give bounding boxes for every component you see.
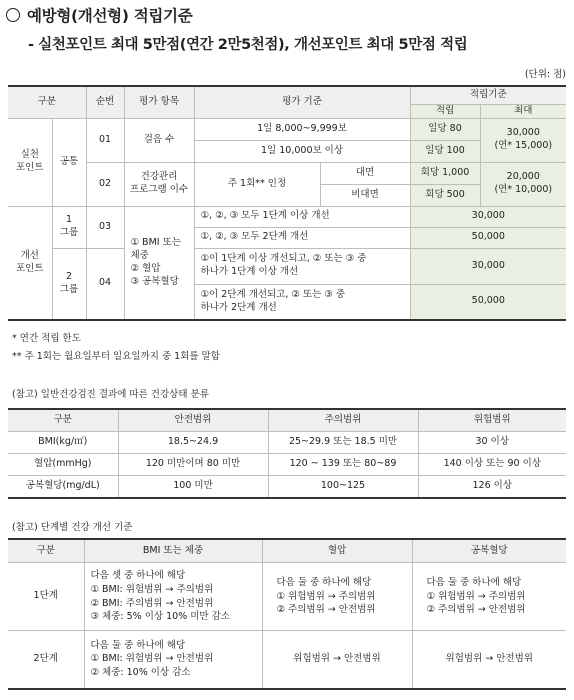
row01-criteria-2: 1일 10,000보 이상 (194, 140, 410, 162)
t2-cell: 100~125 (268, 476, 418, 499)
accrual-criteria-table (8, 85, 566, 321)
row03-number: 03 (86, 206, 124, 248)
group1-label: 1 그룹 (52, 206, 86, 248)
row01-item: 걸음 수 (124, 118, 194, 162)
table-row (8, 454, 566, 476)
practice-label-text: 실천 포인트 (15, 149, 44, 173)
t2-header-risk: 위험범위 (418, 409, 566, 432)
row01-max: 30,000 (연* 15,000) (480, 118, 566, 162)
t2-header-category: 구분 (8, 409, 118, 432)
t2-cell: 120 미만이며 80 미만 (118, 454, 268, 476)
step1-bmi-line: ① BMI: 위험범위 → 주의범위 (90, 583, 214, 595)
row02-accrual-1: 회당 1,000 (410, 162, 480, 184)
header-category: 구분 (8, 86, 86, 118)
improve-items: ① BMI 또는 체중 ② 혈압 ③ 공복혈당 (124, 206, 194, 320)
unit-note: (단위: 점) (524, 69, 566, 80)
t2-header-safe: 안전범위 (118, 409, 268, 432)
header-max: 최대 (480, 104, 566, 118)
step1-bp-line: ① 위험범위 → 주의범위 (276, 590, 376, 602)
document-subtitle: - 실천포인트 최대 5만점(연간 2만5천점), 개선포인트 최대 5만점 적립 (28, 37, 468, 53)
improve-value-1: 30,000 (410, 206, 566, 227)
t2-cell: 30 이상 (418, 432, 566, 454)
step1-bmi-line: 다음 셋 중 하나에 해당 (90, 569, 186, 581)
document-title (6, 4, 192, 26)
t2-cell: 25~29.9 또는 18.5 미만 (268, 432, 418, 454)
row02-item: 건강관리 프로그램 이수 (124, 162, 194, 206)
step1-glucose-line: ① 위험범위 → 주의범위 (426, 590, 526, 602)
step1-glucose-line: ② 주의범위 → 안전범위 (426, 604, 526, 616)
t3-header-bmi: BMI 또는 체중 (84, 539, 262, 563)
improvement-step-table (8, 538, 566, 690)
improve-value-3: 30,000 (410, 248, 566, 284)
t3-header-bp: 혈압 (262, 539, 412, 563)
step1-bp-line: ② 주의범위 → 안전범위 (276, 604, 376, 616)
step1-bp (262, 563, 412, 631)
step1-bmi-line: ③ 체중: 5% 이상 10% 미만 감소 (90, 611, 230, 623)
t2-cell: 18.5~24.9 (118, 432, 268, 454)
header-criteria: 평가 기준 (194, 86, 410, 118)
step1-bmi-line: ② BMI: 주의범위 → 안전범위 (90, 597, 214, 609)
improve-value-4: 50,000 (410, 284, 566, 320)
step1-glucose-line: 다음 둘 중 하나에 해당 (426, 576, 522, 588)
t2-row-label: BMI(kg/㎡) (8, 432, 118, 454)
t3-header-glucose: 공복혈당 (412, 539, 566, 563)
row02-criteria: 주 1회** 인정 (194, 162, 320, 206)
step1-bmi (84, 563, 262, 631)
table-row (8, 476, 566, 499)
t3-header-category: 구분 (8, 539, 84, 563)
step2-bp: 위험범위 → 안전범위 (262, 631, 412, 689)
improve-criteria-3: ①이 1단계 이상 개선되고, ② 또는 ③ 중 하나가 1단계 이상 개선 (194, 248, 410, 284)
title-text: 예방형(개선형) 적립기준 (27, 7, 193, 25)
t2-row-label: 혈압(mmHg) (8, 454, 118, 476)
step2-bmi-line: ② 체중: 10% 이상 감소 (90, 667, 191, 679)
row04-number: 04 (86, 248, 124, 320)
circle-bullet-icon (6, 8, 20, 22)
step1-bp-line: 다음 둘 중 하나에 해당 (276, 576, 372, 588)
t2-header-caution: 주의범위 (268, 409, 418, 432)
t2-cell: 140 이상 또는 90 이상 (418, 454, 566, 476)
practice-point-label (8, 118, 52, 206)
footnote-1: * 연간 적립 한도 (12, 333, 81, 344)
row02-mode-face: 대면 (320, 162, 410, 184)
improve-criteria-1: ①, ②, ③ 모두 1단계 이상 개선 (194, 206, 410, 227)
row02-max: 20,000 (연* 10,000) (480, 162, 566, 206)
row02-number: 02 (86, 162, 124, 206)
improve-criteria-4: ①이 2단계 개선되고, ② 또는 ③ 중 하나가 2단계 개선 (194, 284, 410, 320)
improve-criteria-2: ①, ②, ③ 모두 2단계 개선 (194, 227, 410, 248)
header-order: 순번 (86, 86, 124, 118)
row02-accrual-2: 회당 500 (410, 184, 480, 206)
step1-glucose (412, 563, 566, 631)
row01-accrual-2: 일당 100 (410, 140, 480, 162)
step2-label: 2단계 (8, 631, 84, 689)
improve-value-2: 50,000 (410, 227, 566, 248)
t2-cell: 120 ~ 139 또는 80~89 (268, 454, 418, 476)
table-row (8, 563, 566, 631)
reference-heading-1: (참고) 일반건강검진 결과에 따른 건강상태 분류 (12, 389, 209, 400)
t2-cell: 100 미만 (118, 476, 268, 499)
step1-label: 1단계 (8, 563, 84, 631)
step2-bmi (84, 631, 262, 689)
row01-criteria-1: 1일 8,000~9,999보 (194, 118, 410, 140)
row02-mode-remote: 비대면 (320, 184, 410, 206)
header-accrual: 적립 (410, 104, 480, 118)
step2-bmi-line: 다음 둘 중 하나에 해당 (90, 639, 186, 651)
t2-cell: 126 이상 (418, 476, 566, 499)
row01-accrual-1: 일당 80 (410, 118, 480, 140)
health-status-table (8, 408, 566, 499)
reference-heading-2: (참고) 단계별 건강 개선 기준 (12, 522, 133, 533)
improve-point-label: 개선 포인트 (8, 206, 52, 320)
header-standard: 적립기준 (410, 86, 566, 104)
step2-glucose: 위험범위 → 안전범위 (412, 631, 566, 689)
footnotes (12, 330, 220, 366)
table-row (8, 432, 566, 454)
group2-label: 2 그룹 (52, 248, 86, 320)
table-row (8, 631, 566, 689)
t2-row-label: 공복혈당(mg/dL) (8, 476, 118, 499)
header-item: 평가 항목 (124, 86, 194, 118)
footnote-2: ** 주 1회는 월요일부터 일요일까지 중 1회를 말함 (12, 351, 220, 362)
step2-bmi-line: ① BMI: 위험범위 → 안전범위 (90, 653, 214, 665)
common-label: 공통 (52, 118, 86, 206)
row01-number: 01 (86, 118, 124, 162)
